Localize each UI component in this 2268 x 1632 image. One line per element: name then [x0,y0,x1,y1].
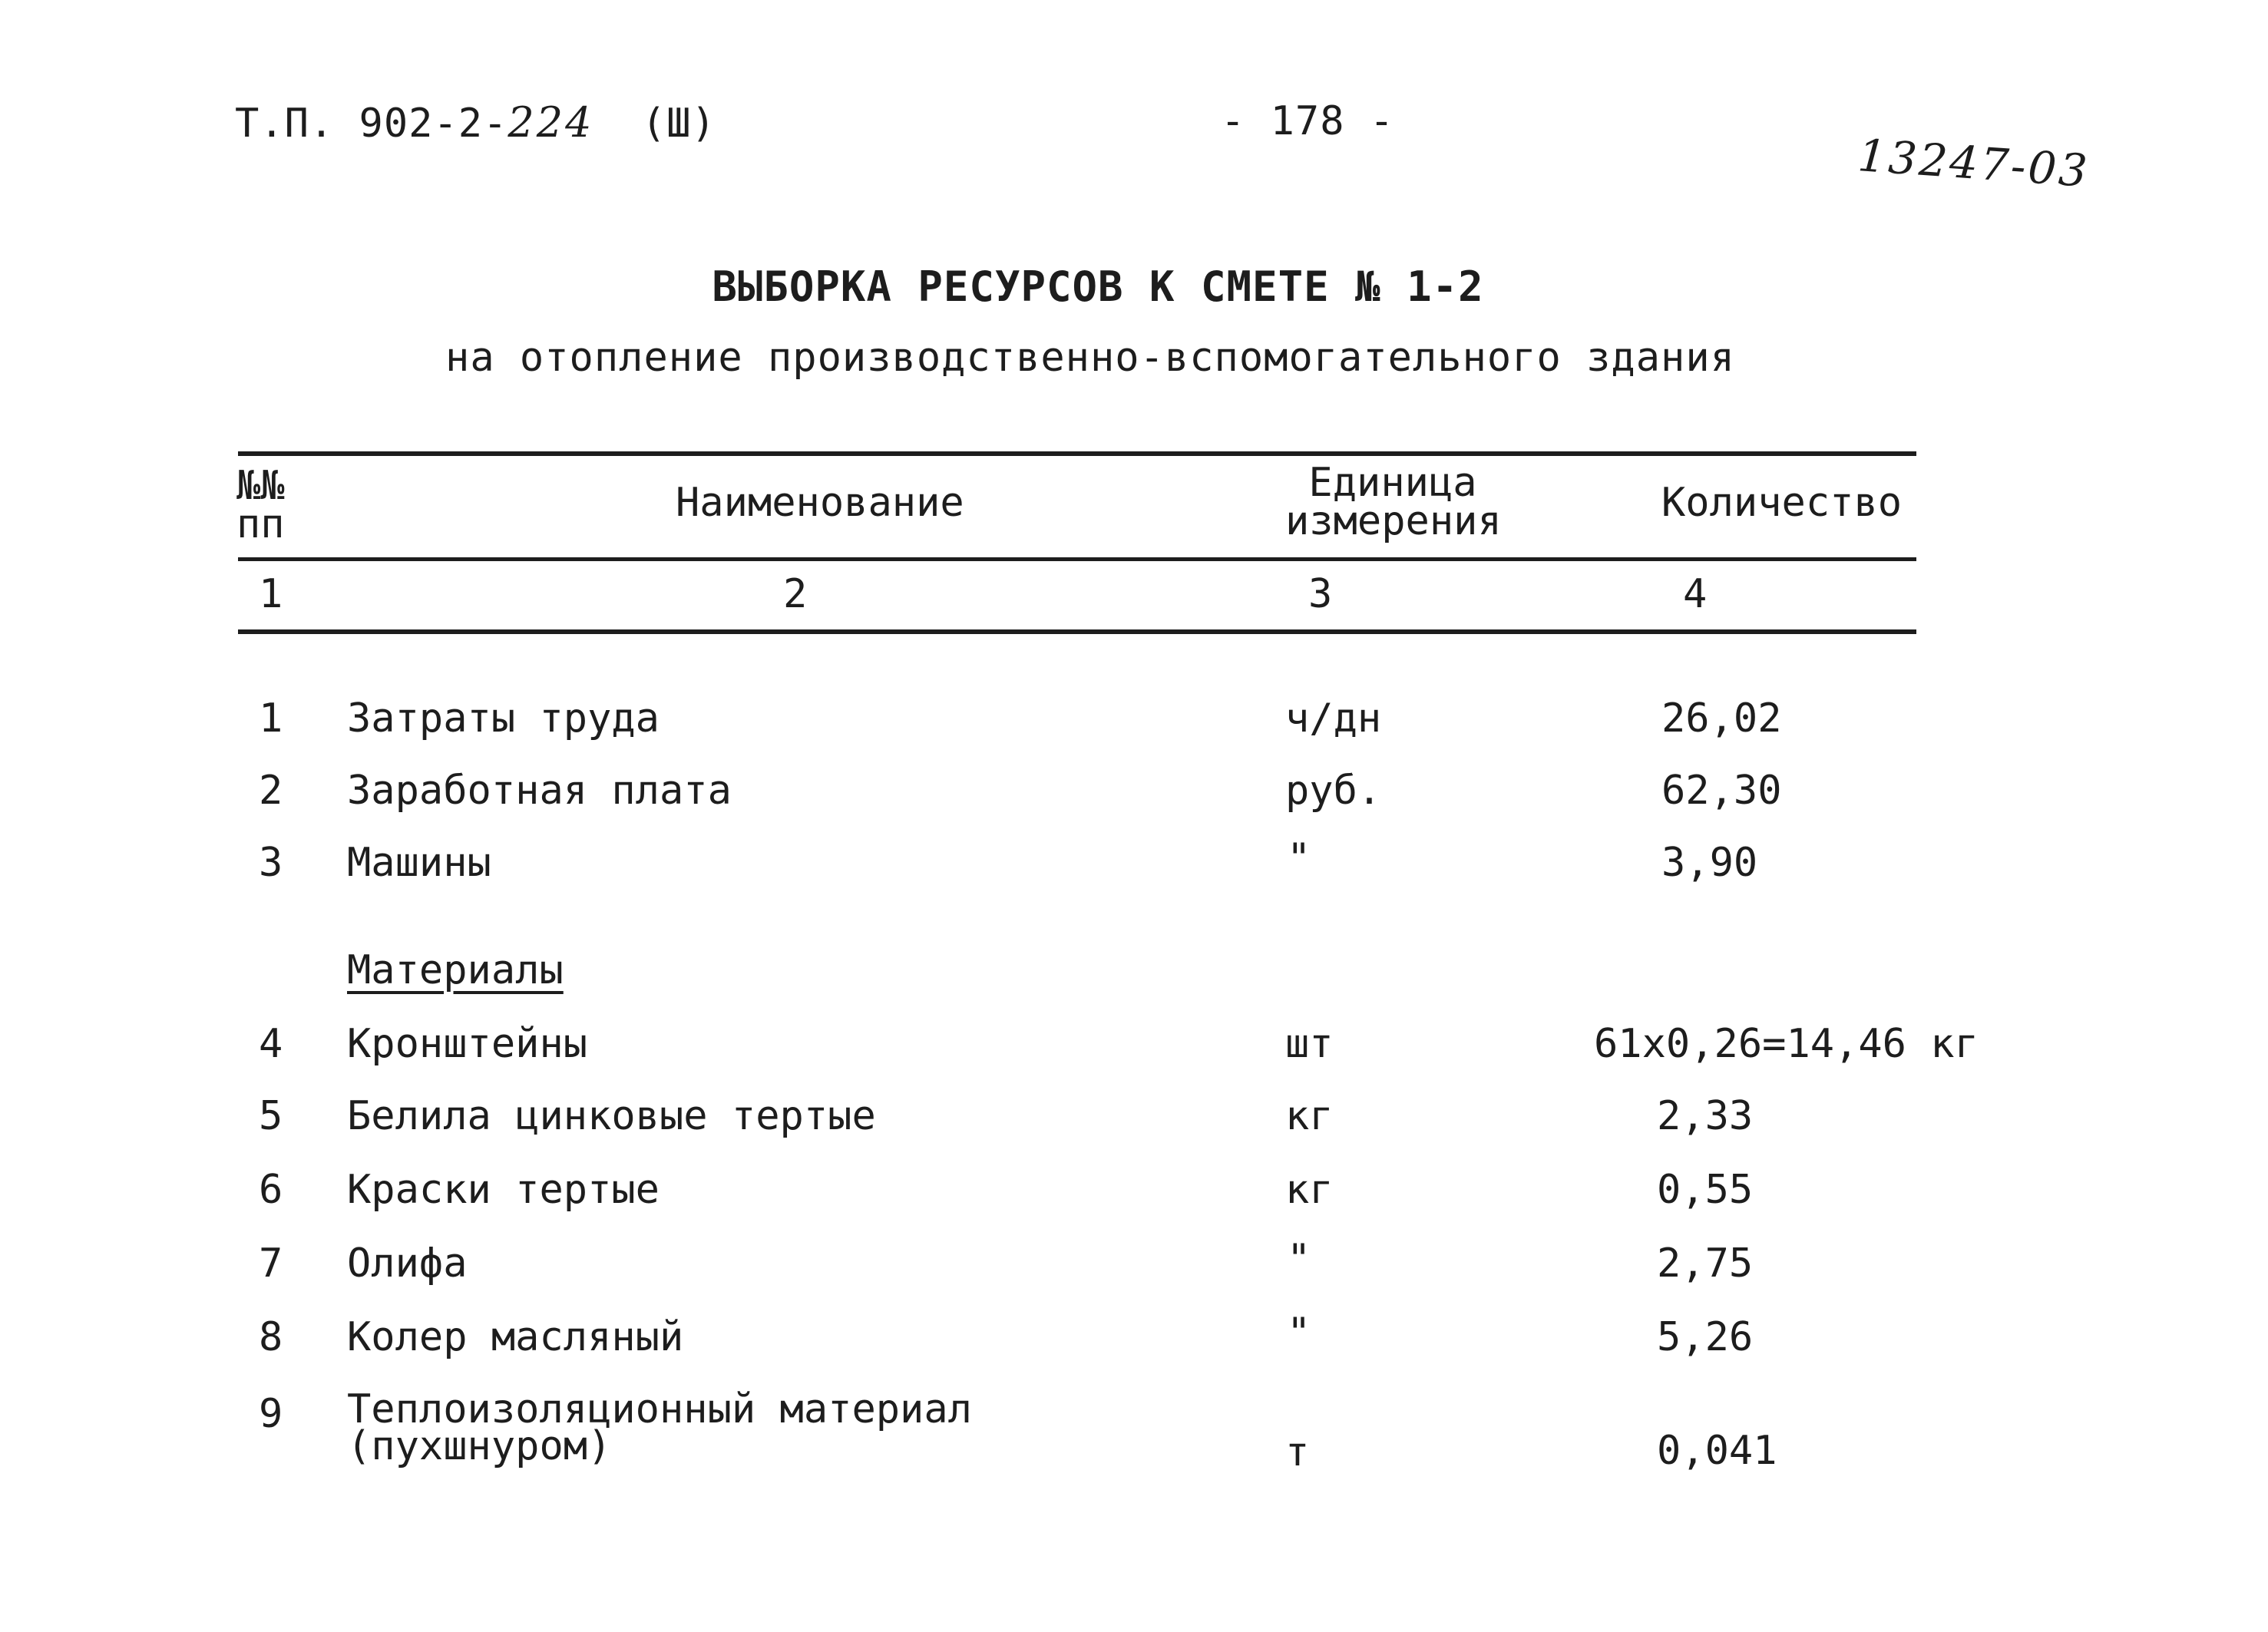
row-2-unit: руб. [1285,768,1382,814]
header-num-line1: №№ [236,463,285,509]
row-9-name [347,1386,972,1469]
row-9-number: 9 [259,1391,283,1437]
column-number-3: 3 [1308,571,1333,617]
row-1-unit: ч/дн [1285,695,1382,742]
row-4-unit: шт [1285,1021,1334,1067]
row-4-qty: 61х0,26=14,46 кг [1594,1021,1979,1067]
row-8-number: 8 [259,1314,283,1360]
header-unit-line1: Единица [1308,460,1477,506]
column-number-1: 1 [259,571,283,617]
row-5-qty: 2,33 [1657,1093,1754,1139]
header-name: Наименование [676,480,964,526]
row-2-qty: 62,30 [1661,768,1782,814]
row-5-number: 5 [259,1093,283,1139]
row-6-unit: кг [1285,1167,1334,1213]
table-top-rule [238,451,1916,456]
row-3-qty: 3,90 [1661,840,1758,886]
row-3-name: Машины [347,840,491,886]
row-1-name: Затраты труда [347,695,660,742]
row-8-qty: 5,26 [1657,1314,1754,1360]
row-3-number: 3 [259,840,283,886]
row-7-number: 7 [259,1241,283,1287]
row-8-name: Колер масляный [347,1314,684,1360]
header-unit-line2: измерения [1285,498,1502,544]
page-subtitle: на отопление производственно-вспомогательного здания [445,335,1735,381]
column-number-4: 4 [1683,571,1708,617]
archive-number: 13247-03 [1856,129,2091,197]
header-num-line2: пп [236,501,285,547]
row-9-qty: 0,041 [1657,1428,1777,1474]
header-qty: Количество [1661,480,1903,526]
row-7-qty: 2,75 [1657,1241,1754,1287]
section-materials: Материалы [347,947,564,993]
row-5-name: Белила цинковые тертые [347,1093,876,1139]
row-4-number: 4 [259,1021,283,1067]
row-8-unit: " [1287,1310,1311,1356]
row-2-name: Заработная плата [347,768,732,814]
table-columns-rule [238,629,1916,634]
row-1-number: 1 [259,695,283,742]
row-4-name: Кронштейны [347,1021,588,1067]
row-9-name-line2: (пухшнуром) [347,1423,612,1469]
row-6-number: 6 [259,1167,283,1213]
row-7-unit: " [1287,1236,1311,1282]
page-number: - 178 - [1221,98,1395,144]
row-9-unit: т [1285,1429,1310,1475]
header-unit [1285,460,1502,544]
row-9-name-line1: Теплоизоляционный материал [347,1386,972,1432]
table-header-rule [238,557,1916,561]
row-1-qty: 26,02 [1661,695,1782,742]
row-5-unit: кг [1285,1093,1334,1139]
document-code-prefix: Т.П. 902-2- [235,101,508,147]
header-num [236,463,285,547]
page-title: ВЫБОРКА РЕСУРСОВ К СМЕТЕ № 1-2 [712,263,1484,311]
row-6-name: Краски тертые [347,1167,660,1213]
row-3-unit: " [1287,835,1311,881]
row-6-qty: 0,55 [1657,1167,1754,1213]
row-7-name: Олифа [347,1241,468,1287]
column-number-2: 2 [783,571,808,617]
document-code-suffix: (Ш) [641,101,716,147]
document-code-handwritten: 224 [507,98,594,147]
document-code [235,98,716,147]
row-2-number: 2 [259,768,283,814]
